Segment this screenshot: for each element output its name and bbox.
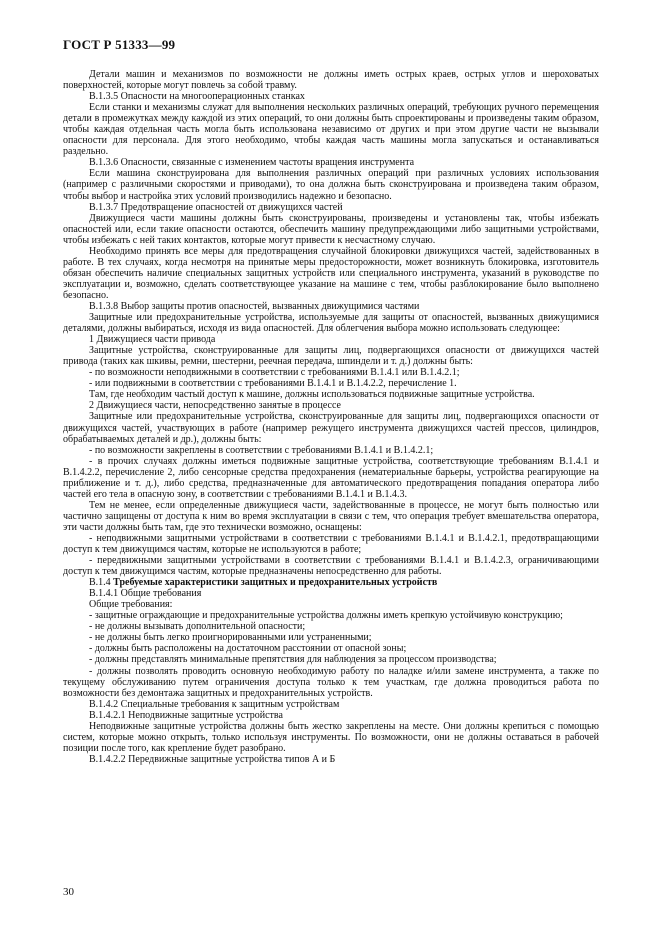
list-item: - должны быть расположены на достаточном расстоянии от опасной зоны; — [89, 643, 407, 655]
list-item: - в прочих случаях должны иметься подвижные защитные устройства, соответствующие требованиям В.1.4.1 и В.1.4.2.2, перечисление 2, либо сенсорные средства предохранения (нематериальные барьеры, устройства реагирующие на приближение и т. д.), либо средства, предназначенные для автоматического предотвращения попадания оператора либо частей его тела в опасную зону, в соответствии с требованиями В.1.4.1 и В.1.4.3. — [63, 455, 599, 500]
list-item: - должны представлять минимальные препятствия для наблюдения за процессом производства; — [89, 654, 497, 666]
list-item: - неподвижными защитными устройствами в соответствии с требованиями В.1.4.1 и В.1.4.2.1, предотвращающими доступ к тем движущимся частям, которые не используются в работе; — [63, 532, 599, 556]
subsection-heading: Общие требования: — [89, 599, 173, 611]
section-number: В.1.4 — [89, 577, 111, 589]
section-heading — [63, 577, 599, 588]
paragraph: Движущиеся части машины должны быть сконструированы, произведены и установлены так, чтобы избежать опасностей или, если такие опасности остаются, обеспечить машину предупреждающими либо защитными устройствами, чтобы избежать с ней таких контактов, которые могут привести к несчастному случаю. — [63, 212, 599, 246]
subsection-heading: В.1.4.2 Специальные требования к защитным устройствам — [89, 698, 340, 710]
paragraph: Там, где необходим частый доступ к машине, должны использоваться подвижные защитные устройства. — [89, 389, 535, 401]
subsection-heading: В.1.3.5 Опасности на многооперационных станках — [89, 91, 305, 103]
document-body — [63, 69, 599, 765]
paragraph: Детали машин и механизмов по возможности не должны иметь острых краев, острых углов и шероховатых поверхностей, которые могут повлечь за собой травму. — [63, 69, 599, 92]
list-item: - должны позволять проводить основную необходимую работу по наладке и/или замене инструмента, а также по текущему обслуживанию путем ограничения доступа только к тем участкам, где должна проводиться работа по возможности без демонтажа защитных и предохранительных устройств. — [63, 665, 599, 699]
paragraph: Необходимо принять все меры для предотвращения случайной блокировки движущихся частей, задействованных в работе. В тех случаях, когда несмотря на принятые меры предосторожности, может возникнуть блокировка, изготовитель обязан обеспечить наличие специальных защитных устройств или специального инструмента, указаний в руководстве по эксплуатации и, возможно, сделать соответствующее указание на машине с тем, чтобы разблокирование было выполнено безопасно. — [63, 245, 599, 301]
paragraph: Защитные или предохранительные устройства, используемые для защиты от опасностей, вызванных движущимися деталями, должны выбираться, исходя из вида опасностей. Для облегчения выбора можно использовать следующее: — [63, 312, 599, 335]
paragraph: Защитные или предохранительные устройства, сконструированные для защиты лиц, подвергающихся опасности от движущихся частей, участвующих в работе (например режущего инструмента движущихся частей прессов, цилиндров, обрабатываемых деталей и др.), должны быть: — [63, 411, 599, 445]
subsection-heading: В.1.4.1 Общие требования — [89, 588, 202, 600]
paragraph: Если станки и механизмы служат для выполнения нескольких различных операций, требующих ручного перемещения детали в промежутках между каждой из этих операций, то они должны быть спроектированы и произведены таким образом, чтобы каждая отдельная часть могла быть использована независимо от других и при этом другие части не вызывали опасности для персонала. Для этого необходимо, чтобы каждая часть машины могла запускаться и останавливаться раздельно. — [63, 102, 599, 158]
paragraph: Защитные устройства, сконструированные для защиты лиц, подвергающихся опасности от движущихся частей привода (таких как шкивы, ремни, шестерни, реечная передача, шпиндели и т. д.) должны быть: — [63, 345, 599, 368]
subsection-heading: 1 Движущиеся части привода — [89, 334, 216, 346]
list-item: - по возможности закреплены в соответствии с требованиями В.1.4.1 и В.1.4.2.1; — [89, 444, 434, 456]
paragraph: Неподвижные защитные устройства должны быть жестко закреплены на месте. Они должны крепиться с помощью систем, которые можно открыть, только используя инструменты. По возможности, они не должны оставаться в рабочей позиции после того, как крепление будет разобрано. — [63, 720, 599, 754]
list-item: - передвижными защитными устройствами в соответствии с требованиями В.1.4.1 и В.1.4.2.3, ограничивающими доступ к тем движущимся частям, которые предназначены непосредственно для работы. — [63, 555, 599, 578]
list-item: - не должны быть легко проигнорированными или устраненными; — [89, 632, 372, 644]
page-number: 30 — [63, 886, 74, 898]
list-item: - защитные ограждающие и предохранительные устройства должны иметь крепкую устойчивую конструкцию; — [89, 610, 563, 622]
subsection-heading: В.1.3.8 Выбор защиты против опасностей, вызванных движущимися частями — [89, 300, 420, 312]
list-item: - по возможности неподвижными в соответствии с требованиями В.1.4.1 или В.1.4.2.1; — [89, 367, 460, 379]
paragraph: Если машина сконструирована для выполнения различных операций при различных условиях использования (например с различными скоростями и приводами), то она должна быть сконструирована и произведена таким образом, чтобы выбор и настройка этих условий производились надежно и безопасно. — [63, 168, 599, 202]
standard-header: ГОСТ Р 51333—99 — [63, 37, 176, 52]
subsection-heading: В.1.4.2.1 Неподвижные защитные устройства — [89, 709, 283, 721]
subsection-heading: В.1.3.6 Опасности, связанные с изменением частоты вращения инструмента — [89, 157, 415, 169]
subsection-heading: В.1.4.2.2 Передвижные защитные устройства типов А и Б — [89, 753, 336, 765]
list-item: - не должны вызывать дополнительной опасности; — [89, 621, 306, 633]
list-item: - или подвижными в соответствии с требованиями В.1.4.1 и В.1.4.2.2, перечисление 1. — [89, 378, 457, 390]
section-title: Требуемые характеристики защитных и предохранительных устройств — [113, 577, 438, 589]
paragraph: Тем не менее, если определенные движущиеся части, задействованные в процессе, не могут быть полностью или частично защищены от доступа к ним во время эксплуатации в связи с тем, что операция требует вмешательства оператора, эти части должны быть там, где это технически возможно, оснащены: — [63, 499, 599, 533]
subsection-heading: В.1.3.7 Предотвращение опасностей от движущихся частей — [89, 201, 343, 213]
subsection-heading: 2 Движущиеся части, непосредственно занятые в процессе — [89, 400, 341, 412]
